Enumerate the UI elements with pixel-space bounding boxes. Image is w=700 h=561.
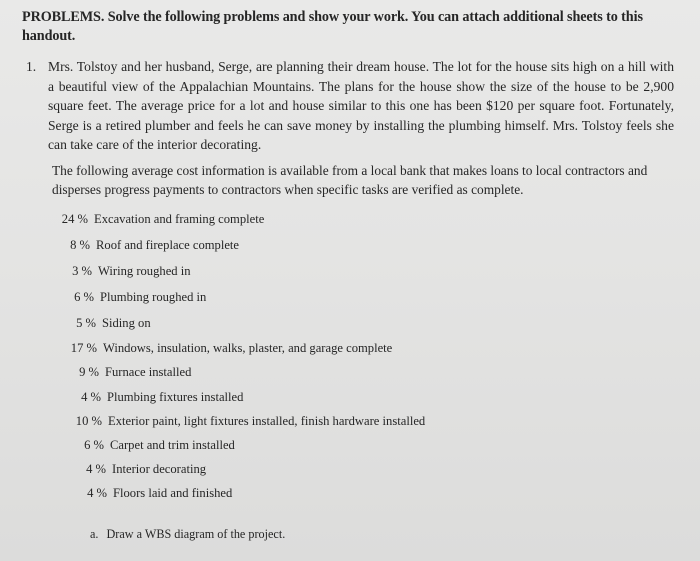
task-percent: 24 % [61, 212, 88, 226]
task-item [64, 437, 235, 453]
question-a [90, 526, 285, 542]
task-description: Floors laid and finished [113, 486, 233, 500]
task-percent: 4 % [81, 390, 101, 404]
task-percent: 4 % [87, 486, 107, 500]
task-item [57, 340, 392, 356]
task-item [50, 237, 239, 253]
task-description: Plumbing fixtures installed [107, 390, 244, 404]
task-percent: 17 % [70, 341, 97, 355]
task-item [61, 389, 243, 405]
task-percent: 8 % [70, 238, 90, 252]
task-description: Furnace installed [105, 365, 192, 379]
task-item [56, 315, 151, 331]
task-description: Carpet and trim installed [110, 438, 235, 452]
task-percent: 6 % [84, 438, 104, 452]
task-description: Exterior paint, light fixtures installed, finish hardware installed [108, 414, 426, 428]
task-description: Excavation and framing complete [94, 212, 265, 226]
task-item [48, 211, 264, 227]
task-description: Interior decorating [112, 462, 207, 476]
task-description: Roof and fireplace complete [96, 238, 240, 252]
task-percent: 3 % [72, 264, 92, 278]
task-percent: 6 % [74, 290, 94, 304]
task-item [66, 461, 206, 477]
task-percent: 9 % [79, 365, 99, 379]
cost-info-intro: The following average cost information is available from a local bank that makes loans to local contractors and disperses progress payments to contractors when specific tasks are verified as complete. [52, 163, 648, 197]
task-description: Siding on [102, 316, 151, 330]
question-text: Draw a WBS diagram of the project. [106, 527, 286, 541]
problem-description: Mrs. Tolstoy and her husband, Serge, are planning their dream house. The lot for the house sits high on a hill with a beautiful view of the Appalachian Mountains. The plans for the house show the size of the house to be 2,900 square feet. The average price for a lot and house similar to this one has been $120 per square foot. Fortunately, Serge is a retired plumber and feels he can save money by installing the plumbing himself. Mrs. Tolstoy feels she can take care of the interior decorating. [48, 59, 674, 153]
task-description: Windows, insulation, walks, plaster, and garage complete [103, 341, 393, 355]
task-item [52, 263, 191, 279]
task-description: Plumbing roughed in [100, 290, 207, 304]
task-item [67, 485, 232, 501]
task-item [54, 289, 206, 305]
problems-heading: PROBLEMS. Solve the following problems and show your work. You can attach additional sheets to this handout. [22, 9, 643, 44]
task-percent: 4 % [86, 462, 106, 476]
task-item [62, 413, 425, 429]
problem-number: 1. [26, 59, 37, 74]
task-percent: 10 % [75, 414, 102, 428]
task-description: Wiring roughed in [98, 264, 191, 278]
question-label: a. [90, 527, 99, 541]
task-percent: 5 % [76, 316, 96, 330]
task-item [59, 364, 191, 380]
